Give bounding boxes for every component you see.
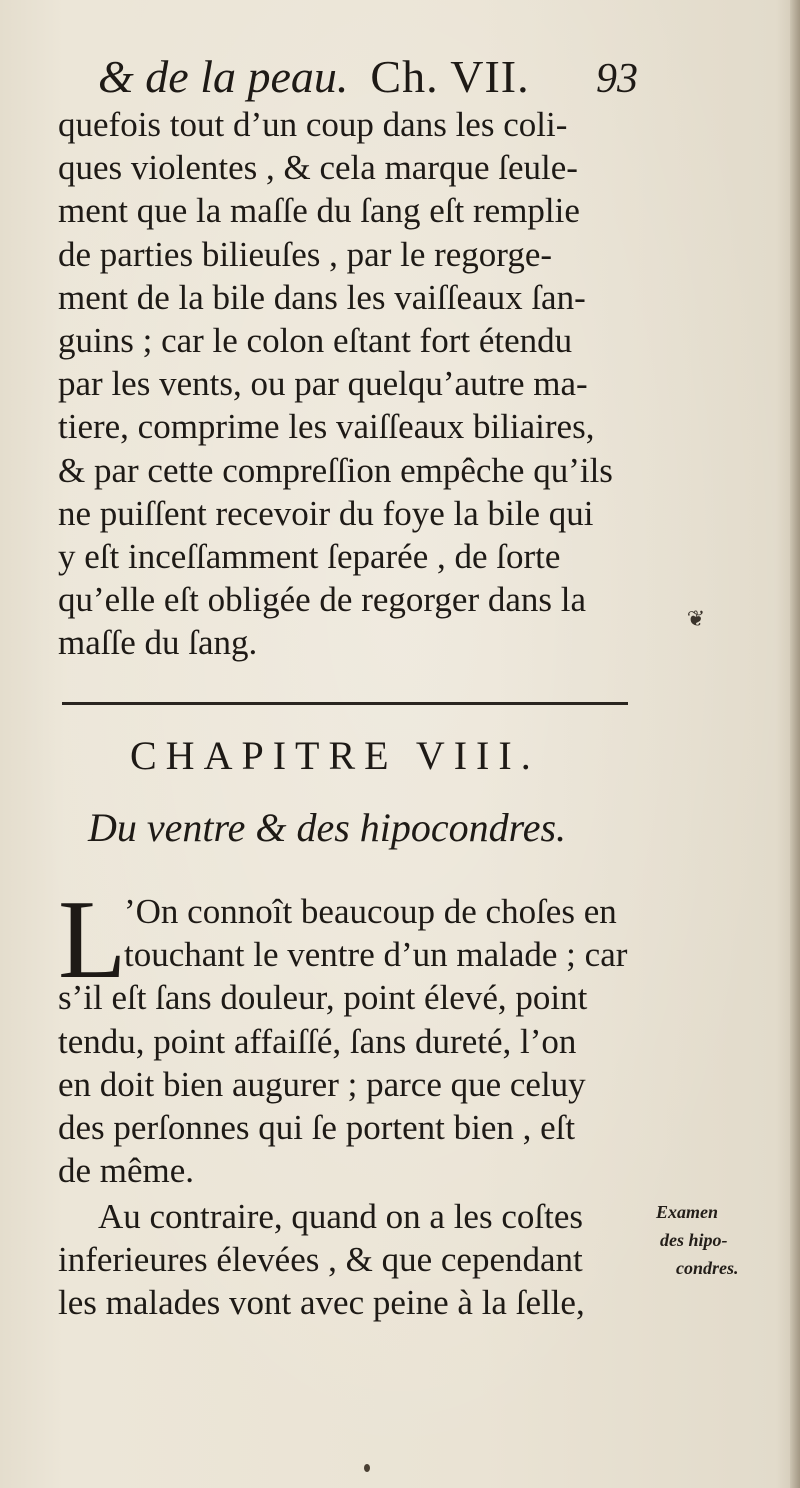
text-line: les malades vont avec peine à la ſelle, (58, 1283, 585, 1323)
text-line: tendu, point affaiſſé, ſans dureté, l’on (58, 1021, 577, 1061)
text-line: guins ; car le colon eſtant fort étendu (58, 320, 573, 360)
text-line: ne puiſſent recevoir du foye la bile qui (58, 493, 594, 533)
text-line: ment que la maſſe du ſang eſt remplie (58, 191, 580, 231)
text-line: ques violentes , & cela marque ſeule- (58, 148, 578, 188)
text-line: touchant le ventre d’un malade ; car (124, 935, 628, 975)
running-head-title: & de la peau. (98, 51, 349, 102)
margin-note-line: condres. (676, 1258, 739, 1278)
text-line: & par cette compreſſion empêche qu’ils (58, 450, 613, 490)
text-line: en doit bien augurer ; parce que celuy (58, 1064, 586, 1104)
text-line: inferieures élevées , & que cependant (58, 1240, 583, 1280)
text-line: Au contraire, quand on a les coſtes (98, 1197, 583, 1236)
text-line: maſſe du ſang. (58, 623, 258, 663)
margin-note (656, 1198, 796, 1282)
margin-note-line: des hipo- (660, 1230, 728, 1250)
paragraph-next (58, 1195, 648, 1325)
paragraph-continued (58, 103, 648, 664)
text-line: par les vents, ou par quelqu’autre ma- (58, 364, 588, 404)
text-line: ment de la bile dans les vaiſſeaux ſan- (58, 277, 586, 317)
text-line: de parties bilieuſes , par le regorge- (58, 234, 553, 274)
chapter-subtitle: Du ventre & des hipocondres. (88, 805, 567, 850)
section-rule (62, 702, 628, 705)
text-line: quefois tout d’un coup dans les coli- (58, 105, 568, 144)
text-line: ’On connoît beaucoup de choſes en (124, 892, 617, 931)
text-line: tiere, comprime les vaiſſeaux biliaires, (58, 407, 595, 447)
text-line: des perſonnes qui ſe portent bien , eſt (58, 1107, 576, 1147)
page-number: 93 (596, 56, 638, 102)
ink-speck (364, 1464, 370, 1472)
running-head-chapter: Ch. VII. (370, 51, 530, 102)
paragraph-opening (58, 878, 648, 1192)
text-line: s’il eſt ſans douleur, point élevé, point (58, 978, 588, 1018)
margin-note-line: Examen (656, 1202, 719, 1222)
text-line: de même. (58, 1151, 195, 1191)
ink-blot-ornament: ❦ (686, 607, 706, 632)
text-line: qu’elle eſt obligée de regorger dans la (58, 580, 587, 620)
drop-cap: L (58, 878, 127, 1002)
chapter-title: CHAPITRE VIII. (130, 733, 540, 778)
text-line: y eſt inceſſamment ſeparée , de ſorte (58, 536, 561, 576)
